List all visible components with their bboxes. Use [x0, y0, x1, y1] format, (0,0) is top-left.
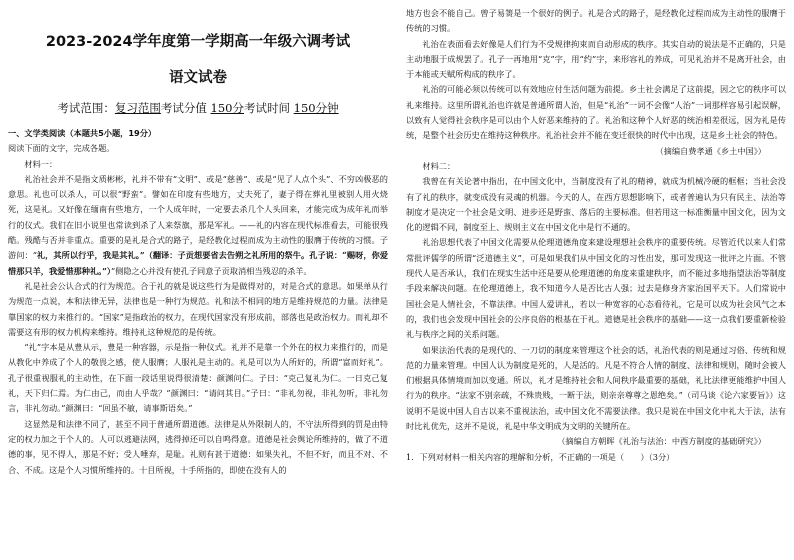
paragraph: 礼治思想代表了中国文化需要从伦理道德角度来建设理想社会秩序的重要传统。尽管近代以来人们常常批评儒学的所谓“泛道德主义”，可是如果我们从中国文化的习性出发，那可发现这一批评之片面。不管现代人是否承认，我们在现实生活中还是要从伦理道德的角度来重建秩序，而不能过多地指望法治等制度手段来解决问题。在伦理道德上，我不知道今人是否比古人强；过去是修身齐家治国平天下。人们常说中国社会是人情社会，不靠法律。中国人爱讲礼，若以一种宽容的心态看待礼，它是可以成为社会风气之本的，我们也会发现中国社会的公序良俗的根基在于礼。道德是社会秩序的基础——这一点我们要重新检验礼与秩序之间的关系问题。: [406, 237, 786, 340]
exam-subtitle: 语文试卷: [169, 70, 227, 86]
paragraph: 我曾在有关论著中指出，在中国文化中，当制度没有了礼的精神，就成为机械冷硬的框框；当社会没有了礼的秩序，就变成没有灵魂的机器。今天的人，在西方思想影响下，或者普遍认为只有民主、法治等制度才是决定一个社会是文明、进步还是野蛮、落后的主要标准。但若用这一标准衡量中国文化，因为文化的逻辑不同，制度至上、规则主义在中国文化中是行不通的。: [406, 176, 786, 233]
source-citation: （摘编自方朝晖《礼治与法治：中西方制度的基础研究》）: [557, 436, 766, 447]
quote-bold: 礼，其所以行乎，我是其礼。”（翻译：子贡想要省去告朔之礼所用的祭牛。孔子说：“赐呀，你爱惜那只羊，我爱惜那种礼。”）: [8, 250, 388, 276]
paragraph: “礼”字本是从豊从示，豊是一种容器，示是指一种仪式。礼并不是靠一个外在的权力来推行的，而是从教化中养成了个人的敬畏之感，使人服膺；人服礼是主动的。礼是可以为人所好的，所谓“富而好礼”。孔子很重视服礼的主动性，在下面一段话里说得很清楚：颜渊问仁。子曰：“克己复礼为仁。一日克己复礼，天下归仁焉。为仁由己，而由人乎哉？”颜渊曰：“请问其目。”子曰：“非礼勿视，非礼勿听，非礼勿言，非礼勿动。”颜渊曰：“回虽不敏，请事斯语矣。”: [8, 342, 388, 414]
source-citation: （摘编自费孝通《乡土中国》）: [655, 145, 766, 156]
paragraph-text: 礼治社会并不是指文质彬彬，礼并不带有“文明”、或是“慈善”、或是“见了人点个头”、不穷凶极恶的意思。礼也可以杀人，可以很“野蛮”。譬如在印度有些地方，丈夫死了，妻子得在葬礼里被别人用火烧死，这是礼。又好像在缅南有些地方，一个人成年时，一定要去杀几个人头回来，才能完成为成年礼而举行的仪式。我们在旧小说里也常读到杀了人来祭旗，那是军礼。——礼的内容在现代标准看去，可能很残酷。残酷与否并非重点。重要的是礼是合式的路子，是经教化过程而成为主动性的服膺于传统的习惯。: [8, 173, 388, 246]
right-column: [406, 0, 786, 560]
material-2-label: 材料二：: [422, 160, 456, 171]
quote-head: 子游问：“: [8, 235, 388, 261]
exam-info: [8, 100, 388, 116]
paragraph: 礼治的可能必须以传统可以有效地应付生活问题为前提。乡土社会满足了这前提，因之它的秩序可以礼来维持。这里所谓礼治也许就是普通所谓人治，但是“礼治”一词不会像“人治”一词那样容易引起误解，以致有人觉得社会秩序是可以由个人好恶来维持的了。礼治和这种个人好恶的统治相差很远，因为礼是传统，是整个社会历史在维持这种秩序。礼治社会并不能在变迁很快的时代中出现，这是乡土社会的特色。: [406, 84, 786, 141]
time-value: 150分钟: [293, 101, 339, 115]
paragraph: 这显然是和法律不同了，甚至不同于普通所谓道德。法律是从外限制人的，不守法所得到的罚是由特定的权力加之于个人的。人可以逃避法网，逃得掉还可以自鸣得意。道德是社会舆论所维持的，做了不道德的事，见不得人，那是不好；受人唾弃，是耻。礼则有甚于道德：如果失礼，不但不好，而且不对、不合、不成。这是个人习惯所维持的。十目所视，十手所指的，即使在没有人的: [8, 418, 388, 475]
range-value: 复习范围: [114, 101, 161, 115]
paragraph: 地方也会不能自己。曾子易箦是一个很好的例子。礼是合式的路子，是经教化过程而成为主动性的服膺于传统的习惯。: [406, 8, 786, 34]
time-label: 考试时间: [244, 101, 290, 115]
score-value: 150分: [210, 101, 244, 115]
exam-title: 2023-2024学年度第一学期高一年级六调考试: [45, 34, 351, 50]
paragraph: 礼治在表面看去好像是人们行为不受规律拘束而自动形成的秩序。其实自动的说法是不正确的，只是主动地服于成规罢了。孔子一再地用“克”字，用“约”字，来形容礼的养成，可见礼治并不是离开社会，由于本能或天赋所构成的秩序了。: [406, 38, 786, 80]
range-label: 考试范围：: [57, 101, 115, 115]
score-label: 考试分值: [160, 101, 207, 115]
material-1-label: 材料一：: [24, 158, 58, 169]
instruction: 阅读下面的文字，完成各题。: [8, 143, 115, 154]
left-column: [8, 0, 388, 560]
question-1: 1．下列对材料一相关内容的理解和分析，不正确的一项是（ ）（3分）: [406, 451, 675, 462]
paragraph: [8, 172, 388, 279]
paragraph: 如果法治代表的是现代的、一刀切的制度来管理这个社会的话，礼治代表的则是通过习俗、传统和规范的力量来管理。中国人认为制度是死的，人是活的。凡是不符合人情的制度、法律和规则，随时会被人们根据具体情境而加以变通。所以，礼才是维持社会和人间秩序最重要的基础，礼比法律更能维护中国人行为的秩序。“法家不别亲疏，不殊贵贱，一断于法，则亲亲尊尊之恩绝矣。”（司马谈《论六家要旨》）这说明不是说中国人自古以来不重视法治，或中国文化不需要法律。我只是说在中国文化中礼大于法，法有时比礼优先，这并不是说，礼是中华文明成为文明的关键所在。: [406, 344, 786, 432]
section-heading: 一、文学类阅读（本题共5小题，19分）: [8, 128, 157, 138]
paragraph-tail: ”侧隐之心并没有使孔子同意子贡取消相当残忍的杀羊。: [110, 265, 312, 276]
paragraph: 礼是社会公认合式的行为规范。合于礼的就是说这些行为是做得对的，对是合式的意思。如果单从行为规范一点说，本和法律无异，法律也是一种行为规范。礼和法不相同的地方是维持规范的力量。法律是靠国家的权力来推行的。“国家”是指政治的权力，在现代国家没有形成前，部落也是政治权力。而礼却不需要这有形的权力机构来维持。维持礼这种规范的是传统。: [8, 280, 388, 337]
